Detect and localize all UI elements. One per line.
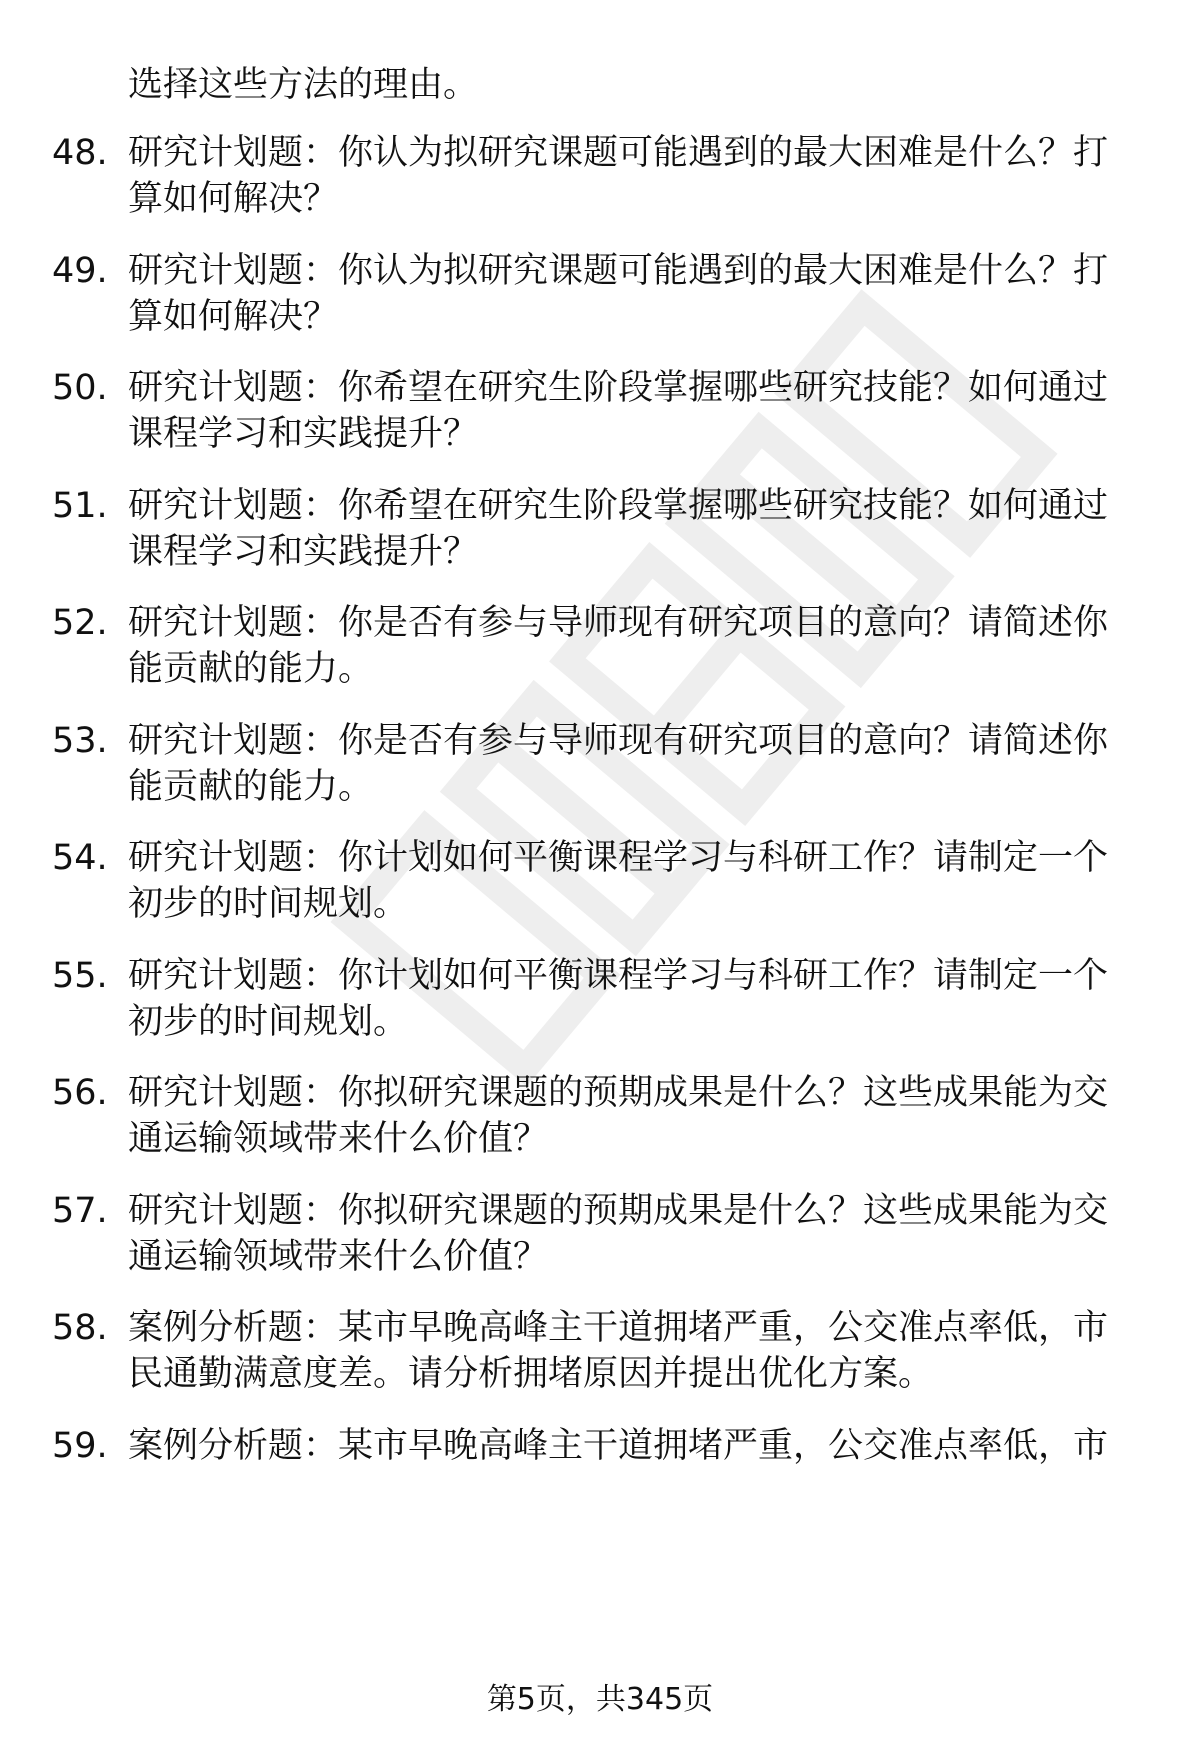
question-text-line: 研究计划题：你希望在研究生阶段掌握哪些研究技能？如何通过 [128, 486, 1109, 526]
question-text-line: 算如何解决？ [128, 179, 339, 219]
question-text [128, 1305, 1138, 1397]
question-text-line: 研究计划题：你认为拟研究课题可能遇到的最大困难是什么？打 [128, 133, 1109, 173]
question-number: 58. [52, 1308, 108, 1348]
question-text-line: 研究计划题：你是否有参与导师现有研究项目的意向？请简述你 [128, 721, 1109, 761]
question-text-line: 研究计划题：你计划如何平衡课程学习与科研工作？请制定一个 [128, 956, 1109, 996]
question-number: 56. [52, 1073, 108, 1113]
question-text-line: 能贡献的能力。 [128, 767, 374, 807]
question-number: 59. [52, 1426, 108, 1466]
question-number: 57. [52, 1191, 108, 1231]
question-number: 54. [52, 838, 108, 878]
question-text-line: 研究计划题：你拟研究课题的预期成果是什么？这些成果能为交 [128, 1073, 1109, 1113]
question-text-line: 研究计划题：你计划如何平衡课程学习与科研工作？请制定一个 [128, 838, 1109, 878]
question-text [128, 835, 1138, 927]
question-text-line: 案例分析题：某市早晚高峰主干道拥堵严重，公交准点率低，市 [128, 1426, 1109, 1466]
question-text [128, 718, 1138, 810]
question-text-line: 案例分析题：某市早晚高峰主干道拥堵严重，公交准点率低，市 [128, 1308, 1109, 1348]
question-text-line: 初步的时间规划。 [128, 1002, 409, 1042]
question-text [128, 130, 1138, 222]
question-text [128, 600, 1138, 692]
continued-question-text: 选择这些方法的理由。 [128, 65, 479, 105]
question-text-line: 研究计划题：你希望在研究生阶段掌握哪些研究技能？如何通过 [128, 368, 1109, 408]
question-text [128, 483, 1138, 575]
page-footer: 第5页，共345页 [486, 1682, 714, 1717]
question-text-line: 研究计划题：你拟研究课题的预期成果是什么？这些成果能为交 [128, 1191, 1109, 1231]
question-number: 51. [52, 486, 108, 526]
question-text-line: 通运输领域带来什么价值？ [128, 1237, 549, 1277]
question-number: 55. [52, 956, 108, 996]
question-text-line: 通运输领域带来什么价值？ [128, 1119, 549, 1159]
question-text [128, 1423, 1138, 1469]
question-number: 52. [52, 603, 108, 643]
question-text [128, 1070, 1138, 1162]
question-text-line: 算如何解决？ [128, 297, 339, 337]
question-text [128, 248, 1138, 340]
question-text-line: 课程学习和实践提升？ [128, 532, 479, 572]
question-text-line: 能贡献的能力。 [128, 649, 374, 689]
question-number: 50. [52, 368, 108, 408]
question-text [128, 365, 1138, 457]
question-text [128, 953, 1138, 1045]
question-text-line: 课程学习和实践提升？ [128, 414, 479, 454]
question-number: 48. [52, 133, 108, 173]
question-text-line: 初步的时间规划。 [128, 884, 409, 924]
question-number: 53. [52, 721, 108, 761]
question-number: 49. [52, 251, 108, 291]
question-text-line: 研究计划题：你是否有参与导师现有研究项目的意向？请简述你 [128, 603, 1109, 643]
question-text [128, 1188, 1138, 1280]
question-text-line: 民通勤满意度差。请分析拥堵原因并提出优化方案。 [128, 1354, 934, 1394]
question-text-line: 研究计划题：你认为拟研究课题可能遇到的最大困难是什么？打 [128, 251, 1109, 291]
